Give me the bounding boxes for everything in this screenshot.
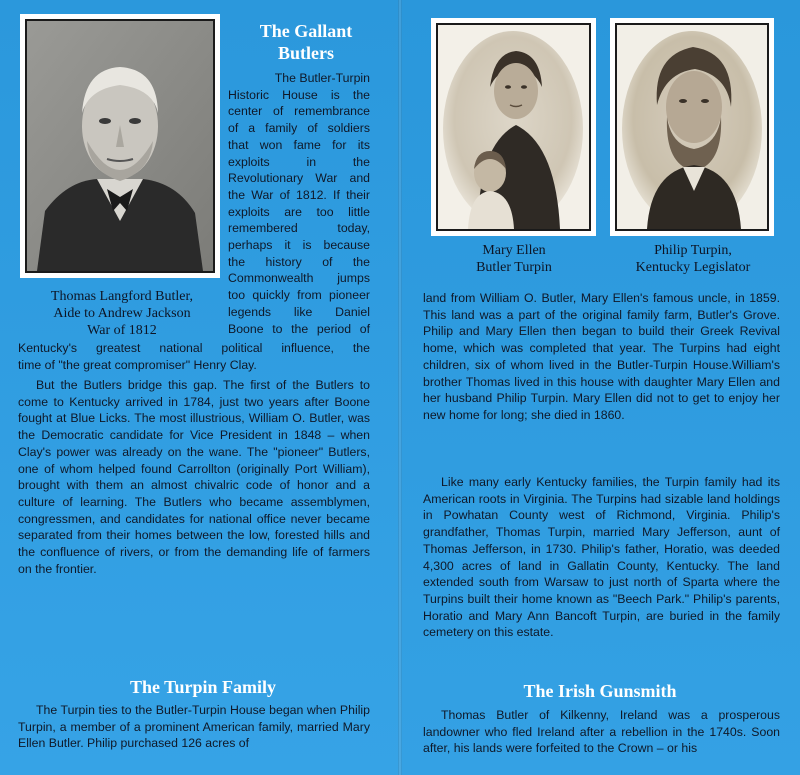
heading-line: The Gallant [259, 21, 353, 41]
heading-irish-gunsmith: The Irish Gunsmith [523, 681, 677, 701]
caption-line: Thomas Langford Butler, [50, 289, 194, 304]
gallant-full-width-text [18, 340, 370, 373]
text-line: exploits are too little [228, 204, 370, 219]
text-line: Kentucky's greatest national political influence, the [18, 341, 370, 355]
land-paragraph [423, 290, 780, 424]
text-line: that won fame for its [228, 137, 370, 152]
gallant-column-text [228, 70, 370, 337]
paragraph: The Turpin ties to the Butler-Turpin House began when Philip Turpin, a member of a prominent American family, married Mary Ellen Butler. Philip purchased 126 acres of [18, 703, 370, 751]
text-line: the history of the [228, 254, 370, 269]
caption-line: Kentucky Legislator [635, 260, 751, 275]
heading-line: Butlers [278, 43, 334, 63]
page-fold [398, 0, 402, 775]
text-line: Revolutionary War and [228, 171, 370, 186]
text-line: perhaps it is because [228, 238, 370, 253]
paragraph: Thomas Butler of Kilkenny, Ireland was a prosperous landowner who fled Ireland after a rebellion in the 1740s. Soon after, his lands were forfeited to the Crown – or his [423, 708, 780, 756]
caption-line: Butler Turpin [476, 260, 552, 275]
caption-line: Philip Turpin, [654, 243, 732, 258]
irish-paragraph [423, 707, 780, 757]
roots-paragraph [423, 474, 780, 641]
caption-line: Aide to Andrew Jackson [53, 306, 191, 321]
portrait-mary-ellen-turpin [431, 18, 596, 236]
caption-thomas-butler [18, 288, 226, 339]
text-line: Commonwealth jumps [228, 271, 370, 286]
caption-mary-ellen [425, 242, 603, 276]
text-line: time of "the great compromiser" Henry Clay. [18, 357, 257, 372]
text-line: of a family of soldiers [228, 121, 370, 136]
text-line: exploits in the [228, 154, 370, 169]
text-line: Boone to the period of [228, 321, 370, 336]
caption-philip-turpin [604, 242, 782, 276]
paragraph: land from William O. Butler, Mary Ellen's famous uncle, in 1859. This land was a part of the original family farm, Butler's Grove. Philip and Mary Ellen then began to build their Greek Revival home, which was completed that year. The Turpins had eight children, six of whom lived in the Butler-Turpin House.William's brother Thomas lived in this house with daughter Mary Ellen and her husband Philip Turpin. Mary Ellen did not to get to enjoy her new home for long; she died in 1860. [423, 291, 780, 422]
text-line: The Butler-Turpin [274, 71, 370, 85]
text-line: too quickly from pioneer [228, 288, 370, 303]
heading-gallant-butlers [226, 20, 386, 64]
turpin-paragraph [18, 702, 370, 752]
text-line: the War of 1812. If their [228, 187, 370, 202]
text-line: center of remembrance [228, 104, 370, 119]
bridge-paragraph [18, 377, 370, 577]
text-line: legends like Daniel [228, 304, 370, 319]
heading-turpin-family: The Turpin Family [129, 677, 277, 697]
caption-line: War of 1812 [87, 323, 157, 338]
portrait-philip-turpin [610, 18, 774, 236]
portrait-thomas-butler [20, 14, 220, 278]
caption-line: Mary Ellen [482, 243, 546, 258]
text-line: remembered today, [228, 221, 370, 236]
paragraph: Like many early Kentucky families, the Turpin family had its American roots in Virginia. The Turpins had sizable land holdings in Powhatan County west of Richmond, Virginia. Philip's grandfather, Thomas Turpin, married Mary Jefferson, aunt of Thomas Jefferson, in 1730. Philip's father, Horatio, was deeded 4,300 acres of land in Gallatin County, Kentucky. The land extended south from Warsaw to just north of Sparta where the Turpins built their home known as "Beech Park." Philip's parents, Horatio and Mary Ann Bancoft Turpin, are buried in the family cemetery on this estate. [423, 475, 780, 640]
paragraph: But the Butlers bridge this gap. The first of the Butlers to come to Kentucky arrived in 1784, just two years after Boone fought at Blue Licks. The most illustrious, William O. Butler, was the Democratic candidate for Vice President in 1848 – when Clay's power was already on the wane. The "pioneer" Butlers, one of whom helped found Carrollton (originally Port William), brought with them an almost chivalric code of honor and a culture of learning. The Butlers who became assemblymen, congressmen, and candidates for national office never became separated from their homes between the low, forested hills and the confluence of rivers, or from the demanding life of farmers on the frontier. [18, 378, 370, 576]
text-line: Historic House is the [228, 87, 370, 102]
